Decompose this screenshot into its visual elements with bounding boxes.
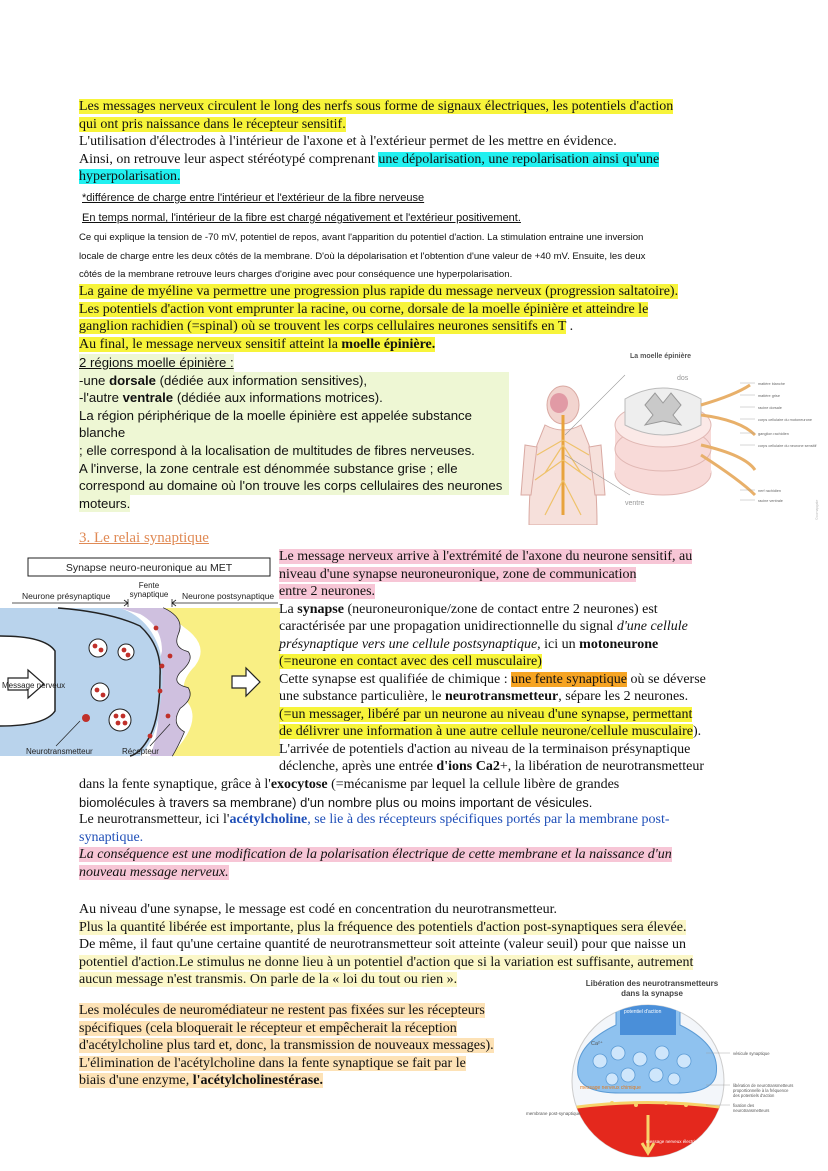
syn-c2a: une substance particulière, le bbox=[279, 689, 445, 704]
syn-g1b: acétylcholine bbox=[229, 812, 308, 827]
syn-e2c: +, la libération de neurotransmetteur bbox=[499, 759, 705, 774]
syn-b3a: présynaptique vers une cellule postsynaptique bbox=[279, 636, 538, 652]
syn-a1: Le message nerveux arrive à l'extrémité de l'axone du neurone sensitif, au bbox=[279, 549, 693, 564]
coding-line-5: aucun message n'est transmis. On parle de la « loi du tout ou rien ». bbox=[79, 972, 458, 987]
lib-title-2: dans la synapse bbox=[621, 989, 683, 998]
liberation-figure bbox=[516, 975, 822, 1165]
lib-ca: Ca²⁺ bbox=[591, 1041, 603, 1047]
enzyme-line-4: L'élimination de l'acétylcholine dans la fente synaptique se fait par le bbox=[79, 1055, 466, 1071]
regions-line-7: correspond au domaine où l'on trouve les corps cellulaires des neurones bbox=[79, 477, 509, 495]
label-neurotransmetteur: Neurotransmetteur bbox=[26, 747, 93, 756]
note-3: Ce qui explique la tension de -70 mV, potentiel de repos, avant l'apparition du potentiel d'action. La stimulation entraine une inversion bbox=[79, 232, 644, 243]
syn-b2a: caractérisée par une propagation unidirectionnelle du signal bbox=[279, 619, 617, 634]
spinal-figure-title: La moelle épinière bbox=[630, 353, 692, 360]
label-fente-2: synaptique bbox=[129, 590, 169, 599]
syn-c1a: Cette synapse est qualifiée de chimique : bbox=[279, 671, 512, 687]
lib-fixation-1: fixation des bbox=[733, 1103, 755, 1108]
note-5: côtés de la membrane retrouve leurs charges d'origine avec pour conséquence une hyperpolarisation. bbox=[79, 269, 513, 280]
lib-title-1: Libération des neurotransmetteurs bbox=[585, 979, 719, 988]
syn-h1: La conséquence est une modification de la polarisation électrique de cette membrane et la naissance d'un bbox=[79, 847, 672, 862]
myelin-line-1: La gaine de myéline va permettre une progression plus rapide du message nerveux (progression saltatoire). bbox=[79, 284, 679, 299]
lib-membrane-post: membrane post-synaptique bbox=[526, 1111, 581, 1116]
lib-message-electrique: message nerveux électrique bbox=[646, 1139, 703, 1144]
label-matiere-blanche: matière blanche bbox=[758, 382, 786, 386]
regions-line-3b: ventrale bbox=[122, 390, 174, 406]
syn-b3c: motoneurone bbox=[579, 636, 659, 652]
syn-b4: (=neurone en contact avec des cell musculaire) bbox=[279, 654, 542, 669]
intro-line-4a: Ainsi, on retrouve leur aspect stéréotypé comprenant bbox=[79, 151, 379, 167]
label-matiere-grise: matière grise bbox=[758, 394, 780, 398]
coding-line-1: Au niveau d'une synapse, le message est codé en concentration du neurotransmetteur. bbox=[79, 902, 557, 917]
figure-credit: ©comapgate bbox=[815, 499, 819, 520]
regions-line-4: La région périphérique de la moelle épinière est appelée substance blanche bbox=[79, 407, 509, 442]
enzyme-line-1: Les molécules de neuromédiateur ne restent pas fixées sur les récepteurs bbox=[79, 1003, 485, 1018]
spinal-cord-segments bbox=[615, 385, 755, 495]
regions-line-2a: -une bbox=[79, 372, 110, 388]
intro-line-5: hyperpolarisation. bbox=[79, 169, 181, 184]
myelin-line-2: Les potentiels d'action vont emprunter la racine, ou corne, dorsale de la moelle épinière et atteindre le bbox=[79, 301, 649, 317]
label-racine-dorsale: racine dorsale bbox=[758, 406, 782, 410]
syn-f1b: exocytose bbox=[270, 777, 328, 792]
syn-b2b: d'une cellule bbox=[616, 619, 688, 634]
label-postsynaptique: Neurone postsynaptique bbox=[182, 591, 275, 601]
synapse-text-full bbox=[79, 776, 749, 881]
label-recepteur: Récepteur bbox=[122, 747, 159, 756]
syn-g1a: Le neurotransmetteur, ici l' bbox=[79, 812, 230, 827]
syn-c2b: neurotransmetteur bbox=[444, 689, 559, 704]
myelin-line-3: ganglion rachidien (=spinal) où se trouvent les corps cellulaires neurones sensitifs en T bbox=[79, 319, 567, 334]
lib-potentiel-action: potentiel d'action bbox=[624, 1009, 662, 1015]
syn-b3b: , ici un bbox=[537, 636, 580, 652]
synapse-met-figure bbox=[0, 556, 280, 761]
label-nerf-rachidien: nerf rachidien bbox=[758, 489, 782, 493]
syn-a2: niveau d'une synapse neuroneuronique, zone de communication bbox=[279, 566, 637, 582]
myelin-line-4a: Au final, le message nerveux sensitif atteint la bbox=[79, 336, 342, 352]
regions-line-8: moteurs. bbox=[79, 495, 131, 511]
regions-line-1: 2 régions moelle épinière : bbox=[79, 355, 234, 370]
syn-f1c: (=mécanisme par lequel la cellule libère de grandes bbox=[327, 777, 620, 792]
label-ganglion: ganglion rachidien bbox=[758, 432, 789, 436]
intro-line-3: L'utilisation d'électrodes à l'intérieur de l'axone et à l'extérieur permet de les mettre en évidence. bbox=[79, 134, 617, 149]
coding-line-2: Plus la quantité libérée est importante, plus la fréquence des potentiels d'action post-synaptiques sera élevée. bbox=[79, 919, 687, 935]
syn-f1a: dans la fente synaptique, grâce à l' bbox=[79, 777, 271, 792]
notes-small-block bbox=[79, 229, 749, 285]
label-ventre: ventre bbox=[625, 500, 645, 507]
enzyme-block bbox=[79, 1002, 519, 1090]
label-corps-sensitif: corps cellulaire du neurone sensitif bbox=[758, 444, 817, 448]
regions-line-6: A l'inverse, la zone centrale est dénommée substance grise ; elle bbox=[79, 460, 509, 478]
syn-c1c: où se déverse bbox=[626, 671, 706, 687]
note-1: *différence de charge entre l'intérieur et l'extérieur de la fibre nerveuse bbox=[82, 192, 425, 204]
label-dos: dos bbox=[677, 375, 689, 382]
regions-line-2c: (dédiée aux information sensitives), bbox=[155, 372, 368, 388]
syn-c2c: , sépare les 2 neurones. bbox=[558, 689, 689, 704]
syn-e2a: déclenche, après une entrée bbox=[279, 759, 437, 774]
syn-d1: (=un messager, libéré par un neurone au niveau d'une synapse, permettant bbox=[279, 706, 693, 722]
note-4: locale de charge entre les deux côtés de la membrane. D'où la dépolarisation et l'obtention d'une valeur de +40 mV. Ensuite, les deux bbox=[79, 250, 646, 262]
regions-line-5: ; elle correspond à la localisation de multitudes de fibres nerveuses. bbox=[79, 442, 509, 460]
syn-a3: entre 2 neurones. bbox=[279, 584, 376, 599]
coding-line-3: De même, il faut qu'une certaine quantité de neurotransmetteur soit atteinte (valeur seuil) pour que naisse un bbox=[79, 937, 687, 952]
syn-d2: de délivrer une information à une autre cellule neurone/cellule musculaire bbox=[279, 724, 693, 739]
lib-liberation-3: des potentiels d'action bbox=[733, 1093, 775, 1098]
regions-line-2b: dorsale bbox=[109, 372, 156, 388]
myelin-line-4b: moelle épinière. bbox=[341, 336, 436, 352]
human-silhouette bbox=[521, 386, 605, 525]
syn-g1c: , se lie à des récepteurs spécifiques portés par la membrane post- bbox=[307, 812, 670, 827]
spinal-cord-figure bbox=[505, 345, 823, 525]
intro-line-1: Les messages nerveux circulent le long des nerfs sous forme de signaux électriques, les potentiels d'action bbox=[79, 99, 674, 114]
label-message-nerveux: Message nerveux bbox=[2, 681, 66, 690]
syn-b1c: (neuroneuronique/zone de contact entre 2 neurones) est bbox=[343, 601, 658, 617]
lib-fixation-2: neurotransmetteurs bbox=[733, 1108, 770, 1113]
regions-block bbox=[79, 354, 509, 512]
label-fente-1: Fente bbox=[138, 581, 160, 590]
notes-block bbox=[82, 188, 742, 228]
syn-d3: ). bbox=[692, 724, 702, 739]
intro-block bbox=[79, 98, 739, 186]
regions-line-3c: (dédiée aux informations motrices). bbox=[173, 390, 383, 406]
syn-f2: biomolécules à travers sa membrane) d'un nombre plus ou moins important de vésicules. bbox=[79, 794, 593, 810]
lib-vesicule: vésicule synaptique bbox=[733, 1051, 770, 1056]
section-3-title: 3. Le relai synaptique bbox=[79, 530, 209, 546]
lib-message-chimique: message nerveux chimique bbox=[580, 1085, 641, 1091]
synapse-figure-title: Synapse neuro-neuronique au MET bbox=[65, 562, 233, 574]
coding-line-4: potentiel d'action.Le stimulus ne donne lieu à un potentiel d'action que si la variation est suffisante, autrement bbox=[79, 954, 694, 970]
enzyme-line-5a: biais d'une enzyme, bbox=[79, 1073, 193, 1088]
lib-liberation-2: proportionnelle à la fréquence bbox=[733, 1088, 789, 1093]
spinal-labels bbox=[740, 382, 817, 503]
intro-line-4b: une dépolarisation, une repolarisation ainsi qu'une bbox=[378, 151, 660, 167]
label-presynaptique: Neurone présynaptique bbox=[22, 591, 111, 601]
syn-h2: nouveau message nerveux. bbox=[79, 864, 229, 880]
regions-line-3a: -l'autre bbox=[79, 390, 123, 406]
intro-line-2: qui ont pris naissance dans le récepteur sensitif. bbox=[79, 116, 346, 132]
enzyme-line-2: spécifiques (cela bloquerait le récepteur et empêcherait la réception bbox=[79, 1020, 457, 1036]
note-2: En temps normal, l'intérieur de la fibre est chargé négativement et l'extérieur positivement. bbox=[82, 212, 521, 224]
syn-g2: synaptique. bbox=[79, 829, 144, 845]
lib-liberation-1: libération de neurotransmetteurs bbox=[733, 1083, 794, 1088]
enzyme-line-3: d'acétylcholine plus tard et, donc, la transmission de nouveaux messages). bbox=[79, 1038, 494, 1053]
enzyme-line-5b: l'acétylcholinestérase. bbox=[192, 1073, 323, 1088]
syn-b1b: synapse bbox=[297, 601, 344, 617]
synapse-text-right bbox=[279, 548, 749, 776]
label-racine-ventrale: racine ventrale bbox=[758, 499, 783, 503]
syn-e1: L'arrivée de potentiels d'action au niveau de la terminaison présynaptique bbox=[279, 741, 691, 757]
label-corps-motoneurone: corps cellulaire du motoneurone bbox=[758, 418, 813, 422]
syn-c1b: une fente synaptique bbox=[511, 671, 627, 687]
myelin-block: La gaine de myéline va permettre une progression plus rapide du message nerveux (progression saltatoire). Les potentiels d'action vont emprunter la racine, ou corne, dorsale de la moelle épinière et atteindre le ganglion rachidien (=spinal) où se trouvent les corps cellulaires neurones sensitifs en T . Au final, le message nerveux sensitif atteint la moelle épinière. bbox=[79, 284, 679, 352]
syn-b1a: La bbox=[279, 601, 298, 617]
syn-e2b: d'ions Ca2 bbox=[436, 759, 500, 774]
